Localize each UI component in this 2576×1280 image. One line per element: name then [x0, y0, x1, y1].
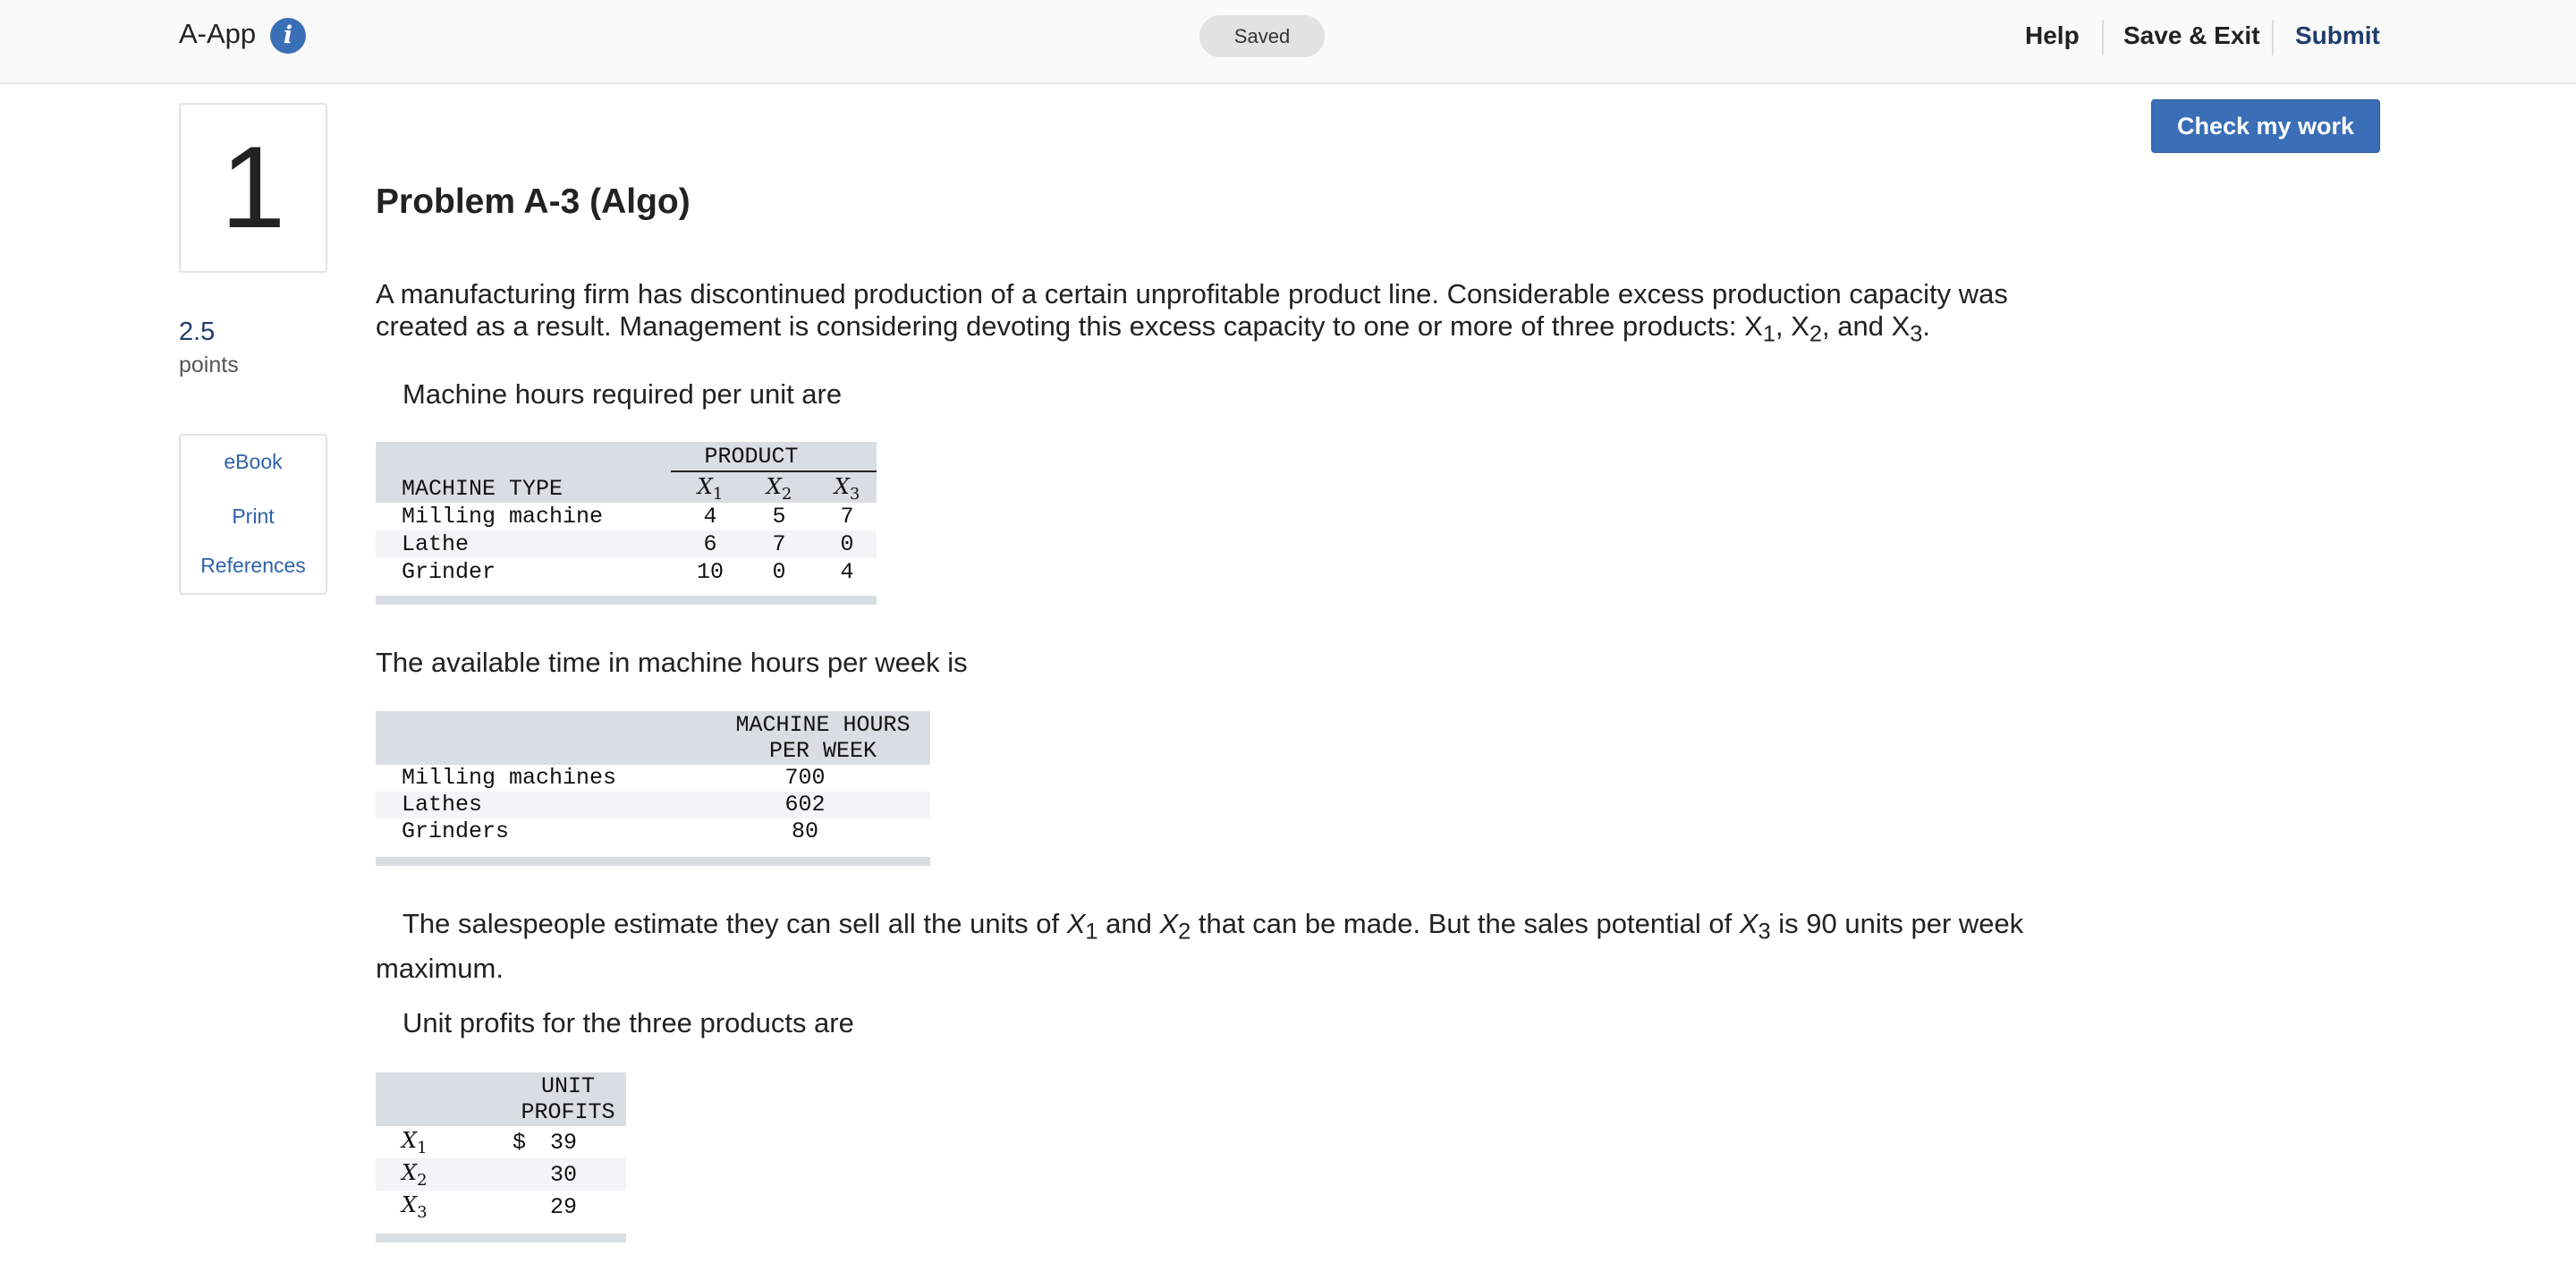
unit-profits-intro: Unit profits for the three products are — [402, 1007, 854, 1038]
cell-value: 10 — [696, 559, 724, 585]
problem-title: Problem A-3 (Algo) — [376, 182, 691, 221]
hours-header-line-2: PER WEEK — [768, 738, 877, 764]
sales-paragraph — [376, 905, 2023, 988]
points-value: 2.5 — [179, 318, 216, 346]
table-row — [376, 1158, 626, 1191]
unit-profits-table — [376, 1072, 626, 1244]
hours-header-line-1: MACHINE HOURS — [735, 712, 911, 738]
question-number: 1 — [220, 122, 286, 252]
table-row — [376, 503, 877, 530]
saved-status-badge: Saved — [1199, 15, 1325, 57]
row-label: Grinder — [402, 559, 496, 585]
available-hours-table — [376, 711, 930, 867]
cell-value: 39 — [549, 1130, 577, 1156]
help-link[interactable]: Help — [2025, 21, 2080, 49]
references-link[interactable]: References — [200, 554, 306, 577]
nav-divider — [2272, 20, 2274, 55]
available-time-intro: The available time in machine hours per week is — [376, 647, 968, 678]
row-label: Milling machines — [402, 765, 617, 791]
product-group-header: PRODUCT — [704, 444, 799, 470]
intro-line-2: created as a result. Management is considering devoting this excess capacity to one or more of three products: $X_1$, $X_2$, and $X_3$. — [376, 310, 1931, 347]
intro-paragraph — [376, 278, 2008, 350]
cell-value: 0 — [772, 559, 786, 585]
row-label: $X_3$ — [402, 1192, 428, 1222]
table-footer-bar — [376, 1233, 626, 1242]
cell-value: 4 — [703, 504, 717, 530]
profits-header-line-2: PROFITS — [521, 1099, 615, 1125]
ebook-link[interactable]: eBook — [224, 450, 283, 473]
cell-value: 5 — [772, 504, 786, 530]
question-number-box — [179, 103, 327, 273]
cell-value: 700 — [784, 765, 826, 791]
row-label: Grinders — [402, 818, 510, 844]
check-my-work-button[interactable]: Check my work — [2151, 99, 2380, 153]
profits-header-line-1: UNIT — [540, 1073, 595, 1099]
points-label: points — [179, 352, 239, 377]
table-row — [376, 558, 877, 586]
sales-line-2: maximum. — [376, 953, 504, 985]
table-row — [376, 1126, 626, 1158]
row-label: Milling machine — [402, 504, 604, 530]
col-x2-header: $X_2$ — [766, 474, 792, 504]
submit-link[interactable]: Submit — [2295, 21, 2380, 49]
row-label: Lathes — [402, 792, 483, 818]
col-x1-header: $X_1$ — [697, 474, 724, 504]
header-rule — [671, 470, 877, 472]
table-footer-bar — [376, 857, 930, 866]
table-row — [376, 792, 930, 818]
nav-divider — [2102, 20, 2104, 55]
cell-value: 0 — [840, 531, 854, 557]
table-row — [376, 1191, 626, 1223]
currency-sign: $ — [513, 1130, 527, 1156]
table-row — [376, 765, 930, 792]
machine-hours-intro: Machine hours required per unit are — [402, 378, 843, 410]
intro-line-1: A manufacturing firm has discontinued production of a certain unprofitable product line. Considerable excess production capacity was — [376, 278, 2008, 309]
cell-value: 6 — [703, 531, 717, 557]
save-exit-link[interactable]: Save & Exit — [2123, 21, 2260, 49]
cell-value: 7 — [840, 504, 854, 530]
table-row — [376, 818, 930, 845]
machine-type-header: MACHINE TYPE — [402, 476, 564, 502]
app-title: A-App — [179, 18, 257, 49]
machine-hours-table — [376, 442, 877, 606]
row-label: $X_2$ — [402, 1160, 428, 1190]
col-x3-header: $X_3$ — [834, 474, 860, 504]
cell-value: 4 — [840, 559, 854, 585]
top-bar — [0, 0, 2576, 84]
cell-value: 602 — [784, 792, 826, 818]
cell-value: 7 — [772, 531, 786, 557]
row-label: Lathe — [402, 531, 470, 557]
cell-value: 80 — [791, 818, 818, 844]
row-label: $X_1$ — [402, 1128, 428, 1157]
table-footer-bar — [376, 596, 877, 605]
print-link[interactable]: Print — [232, 504, 275, 528]
table-row — [376, 530, 877, 558]
info-icon[interactable]: i — [270, 18, 306, 54]
sales-line-1: The salespeople estimate they can sell all the units of $X_1$ and $X_2$ that can be made. But the sales potential of $X_3$ is 90 units per week — [402, 908, 2024, 945]
cell-value: 29 — [549, 1194, 577, 1220]
cell-value: 30 — [549, 1162, 577, 1188]
question-tools — [179, 434, 327, 595]
